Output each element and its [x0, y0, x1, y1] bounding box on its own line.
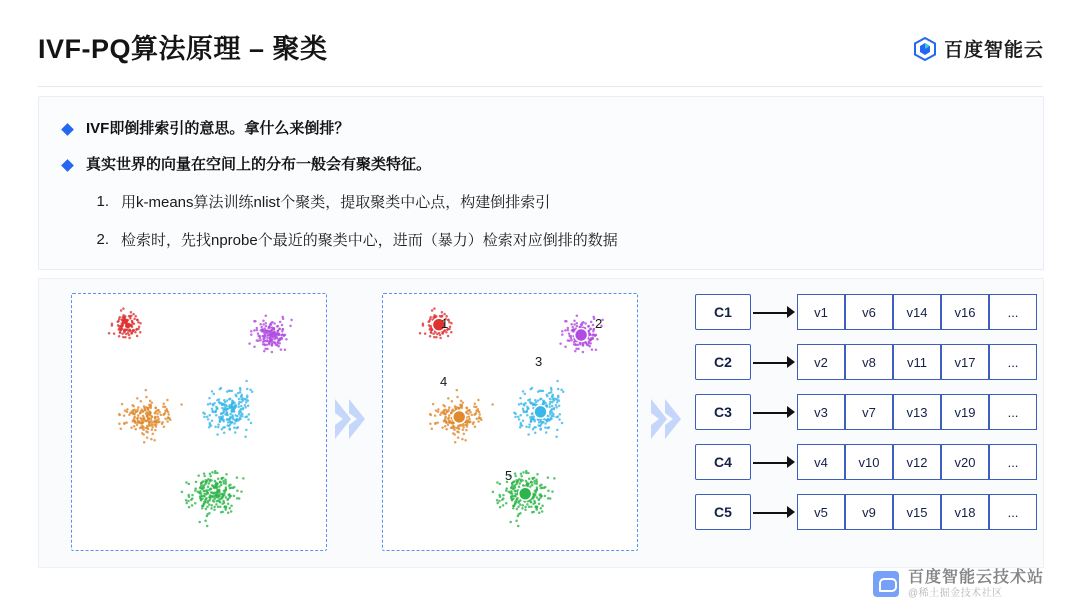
bullet-item — [63, 119, 349, 139]
vector-cell: v14 — [893, 294, 941, 330]
arrow-right-icon — [751, 495, 797, 529]
diamond-bullet-icon — [61, 123, 74, 136]
baidu-cloud-logo-icon — [914, 37, 936, 61]
wechat-account-icon — [873, 571, 899, 597]
cluster-number-2: 2 — [595, 316, 603, 331]
cluster-centroid-marker — [453, 410, 466, 423]
vector-cell: v4 — [797, 444, 845, 480]
double-chevron-right-icon — [333, 395, 367, 443]
vector-cell-ellipsis: ... — [989, 294, 1037, 330]
vector-cell: v20 — [941, 444, 989, 480]
cluster-centroid-marker — [575, 329, 588, 342]
numbered-item-index: 1. — [96, 193, 109, 210]
numbered-item — [91, 231, 618, 251]
raw-vector-scatter — [72, 294, 326, 550]
vector-cell: v16 — [941, 294, 989, 330]
vector-cell: v2 — [797, 344, 845, 380]
footer-watermark — [873, 569, 1044, 599]
arrow-right-icon — [751, 295, 797, 329]
figure-area — [38, 278, 1044, 568]
arrow-right-icon — [751, 445, 797, 479]
vector-cell: v6 — [845, 294, 893, 330]
cluster-id-cell: C4 — [695, 444, 751, 480]
double-chevron-right-icon — [649, 395, 683, 443]
raw-vector-scatter-panel — [71, 293, 327, 551]
vector-cell-ellipsis: ... — [989, 494, 1037, 530]
vector-cell-ellipsis: ... — [989, 344, 1037, 380]
cluster-id-cell: C3 — [695, 394, 751, 430]
numbered-item-index: 2. — [96, 231, 109, 248]
vector-list — [797, 394, 1037, 430]
watermark-title: 百度智能云技术站 — [907, 569, 1044, 587]
cluster-number-4: 4 — [440, 374, 448, 389]
clustered-scatter — [383, 294, 637, 550]
vector-cell: v18 — [941, 494, 989, 530]
vector-cell-ellipsis: ... — [989, 394, 1037, 430]
vector-cell: v11 — [893, 344, 941, 380]
header-divider — [38, 86, 1042, 87]
slide-header — [0, 0, 1080, 88]
table-row — [695, 345, 1025, 379]
table-row — [695, 295, 1025, 329]
vector-cell-ellipsis: ... — [989, 444, 1037, 480]
numbered-item — [91, 193, 550, 213]
vector-cell: v12 — [893, 444, 941, 480]
bullet-item-label: IVF即倒排索引的意思。拿什么来倒排？ — [86, 120, 350, 137]
vector-cell: v15 — [893, 494, 941, 530]
vector-cell: v3 — [797, 394, 845, 430]
vector-cell: v7 — [845, 394, 893, 430]
vector-cell: v1 — [797, 294, 845, 330]
vector-cell: v19 — [941, 394, 989, 430]
vector-cell: v17 — [941, 344, 989, 380]
page-title: IVF-PQ算法原理 – 聚类 — [38, 34, 328, 64]
table-row — [695, 445, 1025, 479]
vector-list — [797, 444, 1037, 480]
inverted-index-table — [695, 295, 1025, 549]
vector-cell: v8 — [845, 344, 893, 380]
cluster-number-3: 3 — [535, 354, 543, 369]
bullet-panel — [38, 96, 1044, 270]
vector-cell: v5 — [797, 494, 845, 530]
diamond-bullet-icon — [61, 159, 74, 172]
cluster-id-cell: C5 — [695, 494, 751, 530]
cluster-centroid-marker — [519, 487, 532, 500]
arrow-right-icon — [751, 395, 797, 429]
bullet-item — [63, 155, 431, 175]
cluster-number-1: 1 — [441, 316, 449, 331]
numbered-item-label: 检索时，先找nprobe个最近的聚类中心，进而（暴力）检索对应倒排的数据 — [121, 232, 618, 249]
brand-name: 百度智能云 — [943, 40, 1044, 61]
arrow-right-icon — [751, 345, 797, 379]
cluster-id-cell: C2 — [695, 344, 751, 380]
vector-cell: v13 — [893, 394, 941, 430]
cluster-id-cell: C1 — [695, 294, 751, 330]
cluster-number-5: 5 — [505, 468, 513, 483]
numbered-item-label: 用k-means算法训练nlist个聚类，提取聚类中心点，构建倒排索引 — [121, 194, 551, 211]
vector-list — [797, 344, 1037, 380]
table-row — [695, 395, 1025, 429]
vector-cell: v10 — [845, 444, 893, 480]
table-row — [695, 495, 1025, 529]
clustered-scatter-panel — [382, 293, 638, 551]
watermark-subtitle: @稀土掘金技术社区 — [907, 587, 1003, 599]
vector-list — [797, 494, 1037, 530]
vector-cell: v9 — [845, 494, 893, 530]
bullet-item-label: 真实世界的向量在空间上的分布一般会有聚类特征。 — [86, 156, 432, 173]
cluster-centroid-marker — [534, 405, 547, 418]
brand-logo — [914, 35, 1044, 62]
vector-list — [797, 294, 1037, 330]
